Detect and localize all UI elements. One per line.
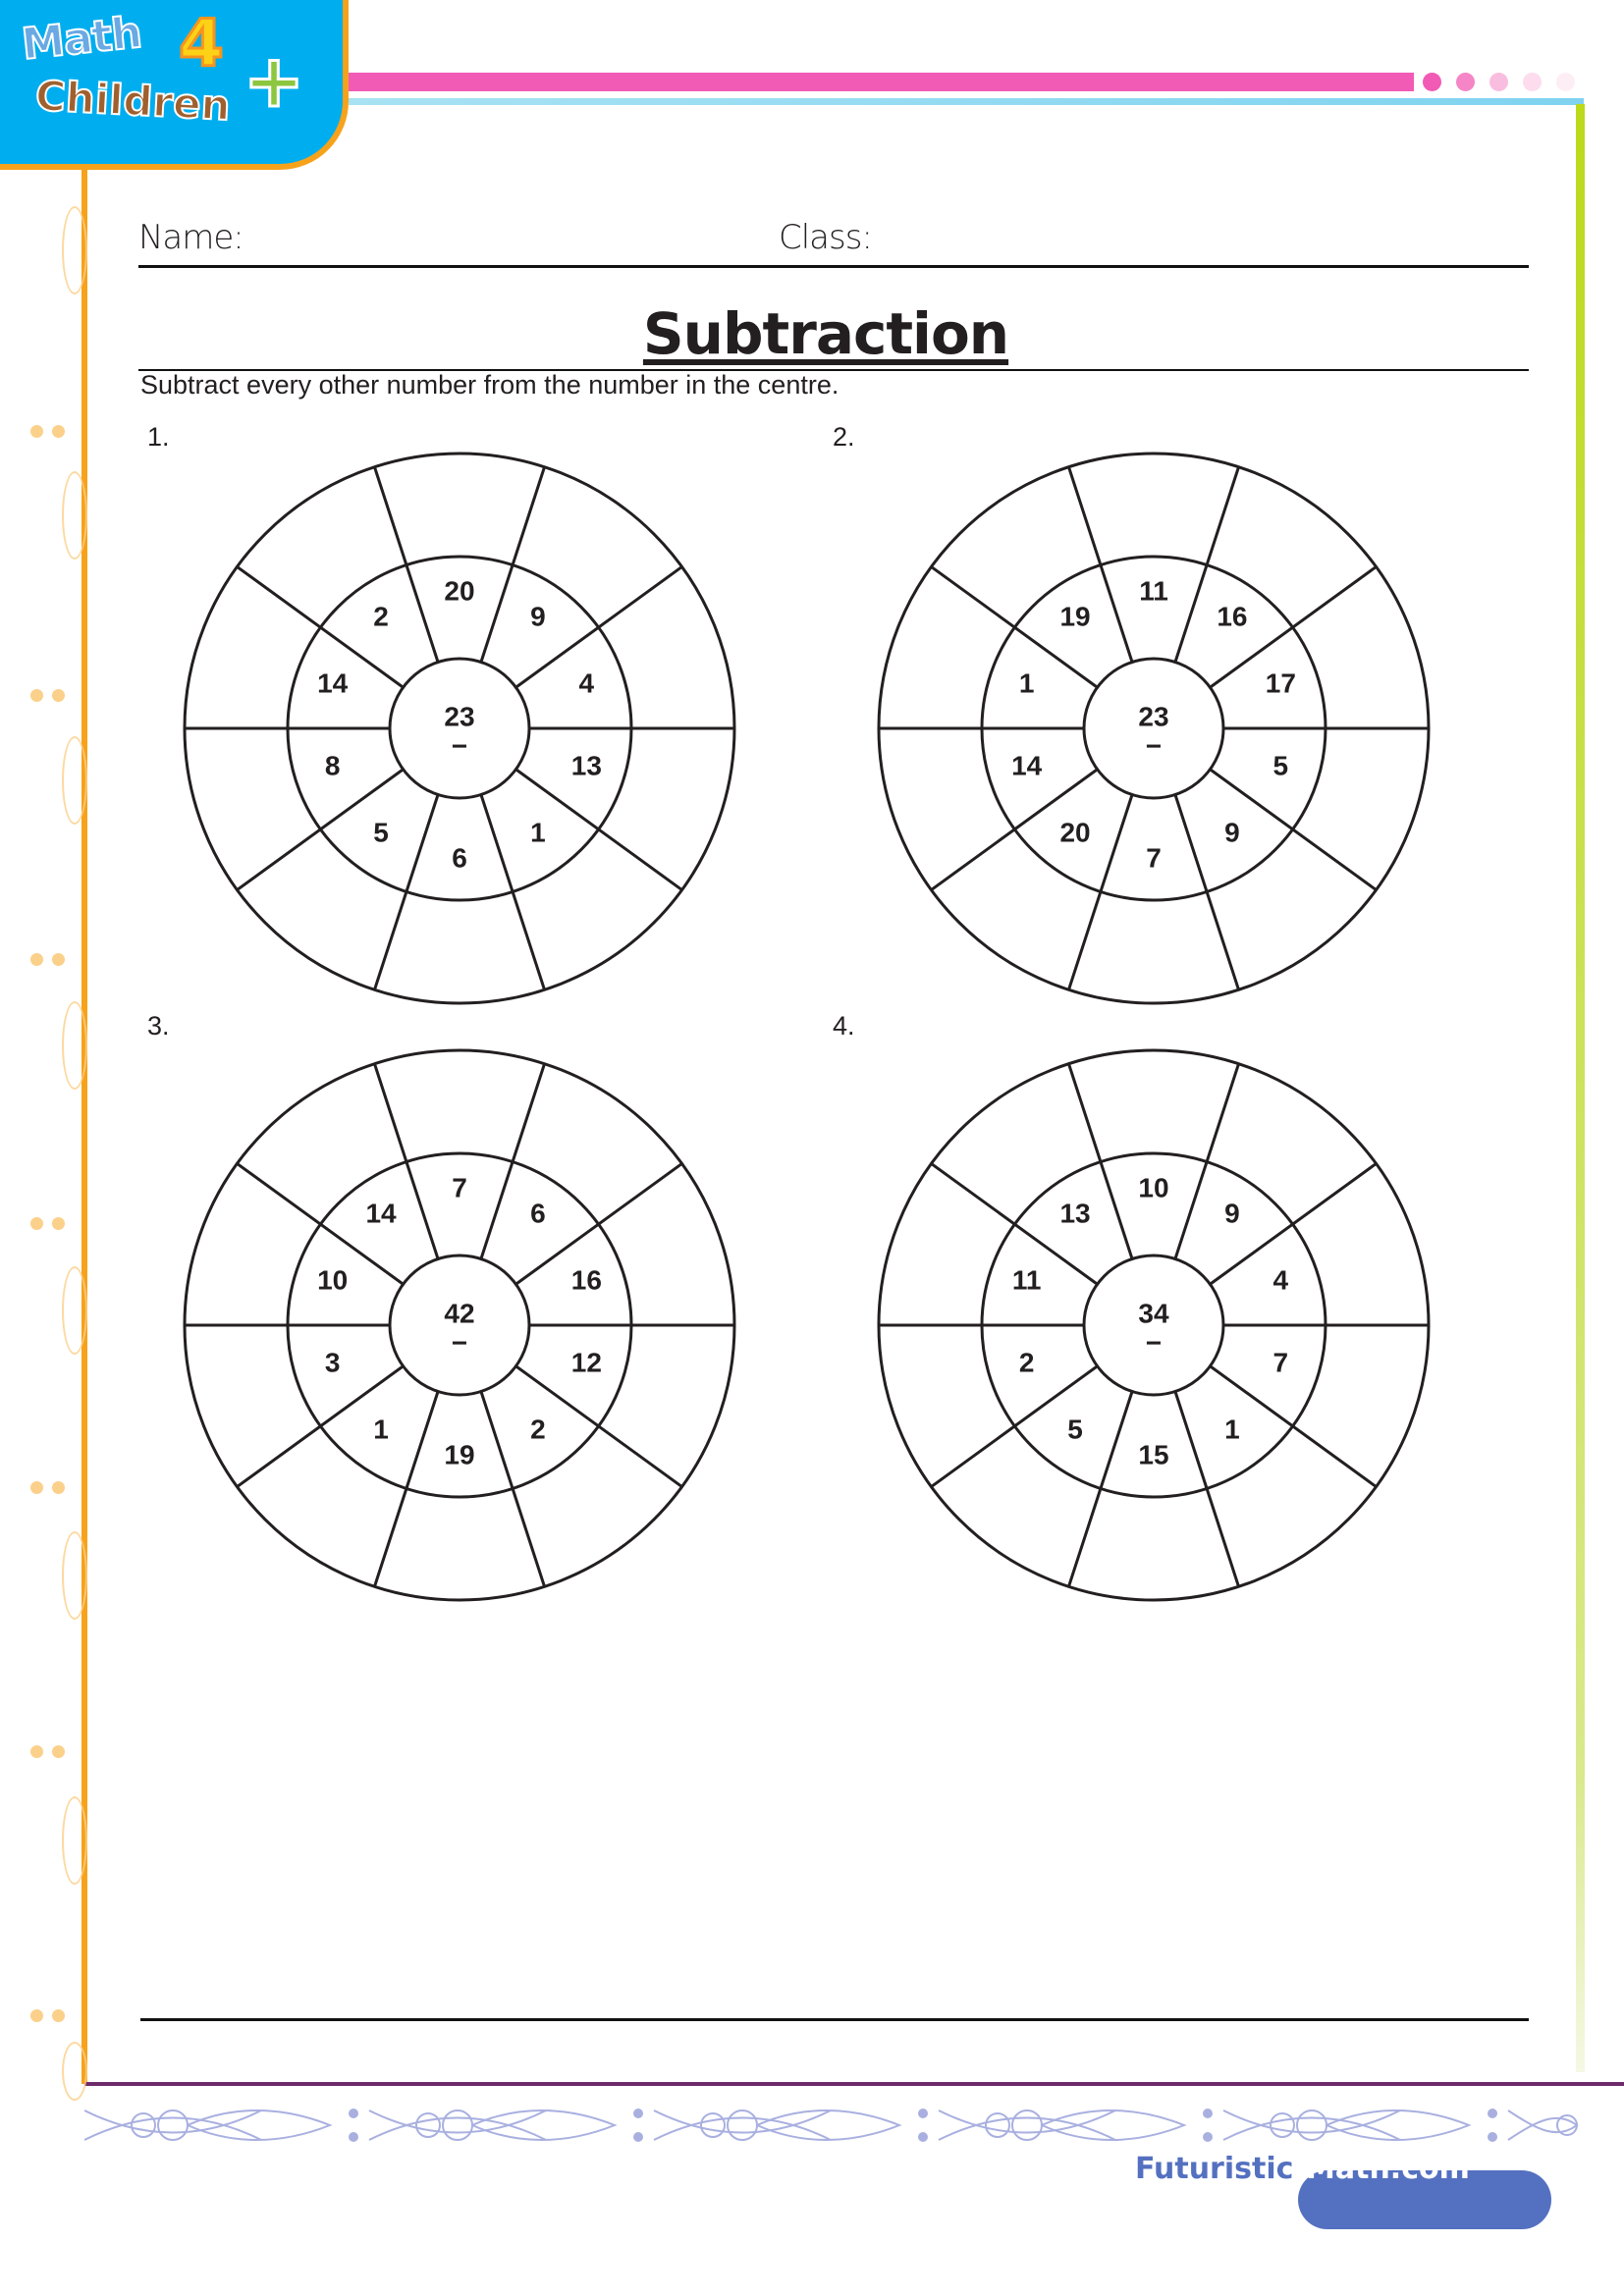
ornament-dot-icon — [30, 2009, 43, 2022]
answer-cell[interactable] — [298, 1486, 357, 1525]
answer-cell[interactable] — [298, 528, 357, 567]
minus-icon: − — [451, 1327, 468, 1359]
header-dot-icon — [1556, 73, 1575, 91]
ring-number: 13 — [1059, 1198, 1091, 1229]
ornament-icon — [62, 471, 87, 560]
ring-number: 1 — [373, 1414, 389, 1445]
ring-number: 10 — [317, 1264, 349, 1296]
header-cyan-rule — [349, 98, 1584, 105]
ring-number: 16 — [570, 1264, 602, 1296]
header-pink-bar — [349, 73, 1414, 91]
spoke-line — [374, 467, 438, 663]
center-number: 34 — [1138, 1298, 1169, 1329]
ornament-dot-icon — [52, 425, 65, 438]
answer-cell[interactable] — [430, 1082, 489, 1121]
ring-number: 4 — [1272, 1264, 1289, 1296]
subtraction-wheel — [874, 1045, 1434, 1605]
ornament-icon — [62, 206, 87, 294]
ornament-dot-icon — [30, 1745, 43, 1758]
ring-number: 2 — [373, 601, 389, 632]
header-dot-icon — [1523, 73, 1542, 91]
ring-number: 5 — [373, 817, 389, 848]
ornament-icon — [62, 1266, 87, 1355]
answer-cell[interactable] — [217, 777, 276, 817]
ring-number: 14 — [317, 667, 349, 699]
spoke-line — [1175, 467, 1239, 663]
logo-plus-icon: + — [244, 39, 305, 124]
ornament-dot-icon — [52, 1745, 65, 1758]
ornament-icon — [62, 1796, 87, 1885]
ring-number: 1 — [530, 817, 546, 848]
ring-number: 7 — [452, 1172, 467, 1203]
ring-number: 7 — [1272, 1347, 1289, 1378]
ornament-dot-icon — [30, 953, 43, 966]
ornament-icon — [62, 1001, 87, 1090]
answer-cell[interactable] — [911, 640, 970, 679]
left-border-bar — [81, 170, 87, 2084]
center-number: 23 — [1138, 701, 1169, 732]
left-ornament-column — [27, 0, 66, 2296]
answer-cell[interactable] — [1256, 889, 1315, 929]
answer-cell[interactable] — [562, 889, 621, 929]
ornament-dot-icon — [52, 689, 65, 702]
problem-number: 2. — [833, 422, 855, 452]
ornament-icon — [62, 736, 87, 825]
answer-cell[interactable] — [643, 640, 702, 679]
answer-cell[interactable] — [298, 1125, 357, 1164]
ring-number: 14 — [365, 1198, 397, 1229]
ring-number: 5 — [1272, 750, 1289, 781]
answer-cell[interactable] — [1337, 1237, 1396, 1276]
answer-cell[interactable] — [643, 1237, 702, 1276]
name-class-line[interactable] — [138, 265, 1529, 268]
answer-cell[interactable] — [1256, 1486, 1315, 1525]
subtraction-wheel — [874, 449, 1434, 1008]
name-label: Name: — [138, 218, 244, 257]
ring-number: 14 — [1011, 750, 1043, 781]
header-dot-icon — [1456, 73, 1475, 91]
ring-number: 17 — [1265, 667, 1296, 699]
ring-number: 20 — [444, 575, 475, 607]
page-title-text: Subtraction — [642, 300, 1009, 367]
answer-cell[interactable] — [1124, 933, 1183, 972]
logo-digit-four: 4 — [179, 6, 224, 81]
answer-cell[interactable] — [430, 933, 489, 972]
answer-cell[interactable] — [1256, 528, 1315, 567]
brand-suffix: Math.com — [1306, 2152, 1470, 2186]
ring-number: 2 — [530, 1414, 546, 1445]
answer-cell[interactable] — [1124, 1529, 1183, 1569]
ornament-dot-icon — [30, 1217, 43, 1230]
page-title — [550, 300, 1102, 367]
ring-number: 4 — [578, 667, 595, 699]
center-number: 23 — [444, 701, 475, 732]
answer-cell[interactable] — [430, 485, 489, 524]
subtraction-wheel — [180, 449, 739, 1008]
ring-number: 20 — [1059, 817, 1091, 848]
answer-cell[interactable] — [643, 777, 702, 817]
ring-number: 19 — [1059, 601, 1091, 632]
ornament-icon — [62, 2042, 87, 2101]
ring-number: 3 — [324, 1347, 341, 1378]
answer-cell[interactable] — [993, 1486, 1052, 1525]
answer-cell[interactable] — [430, 1529, 489, 1569]
ornament-dot-icon — [52, 1217, 65, 1230]
ring-number: 5 — [1067, 1414, 1083, 1445]
answer-cell[interactable] — [217, 640, 276, 679]
problem-number: 3. — [147, 1011, 170, 1041]
logo-text-math: Math — [19, 7, 144, 71]
subtraction-wheel — [180, 1045, 739, 1605]
ring-number: 12 — [570, 1347, 602, 1378]
bottom-rule — [140, 2018, 1529, 2021]
ring-number: 6 — [530, 1198, 546, 1229]
brand-prefix: Futuristic — [1135, 2152, 1294, 2186]
ornament-icon — [62, 1531, 87, 1620]
ring-number: 2 — [1018, 1347, 1035, 1378]
ring-number: 11 — [1139, 575, 1168, 607]
bottom-border-bar — [84, 2082, 1624, 2086]
ring-number: 7 — [1146, 842, 1162, 874]
minus-icon: − — [1145, 730, 1163, 762]
problem-number: 4. — [833, 1011, 855, 1041]
ring-number: 1 — [1018, 667, 1035, 699]
class-label: Class: — [779, 218, 872, 257]
answer-cell[interactable] — [562, 1125, 621, 1164]
ornament-dot-icon — [30, 689, 43, 702]
ornament-dot-icon — [30, 1481, 43, 1494]
center-number: 42 — [444, 1298, 475, 1329]
ornament-dot-icon — [52, 953, 65, 966]
answer-cell[interactable] — [217, 1374, 276, 1414]
ring-number: 6 — [452, 842, 467, 874]
answer-cell[interactable] — [1337, 777, 1396, 817]
minus-icon: − — [1145, 1327, 1163, 1359]
answer-cell[interactable] — [643, 1374, 702, 1414]
answer-cell[interactable] — [298, 889, 357, 929]
answer-cell[interactable] — [993, 528, 1052, 567]
answer-cell[interactable] — [1256, 1125, 1315, 1164]
answer-cell[interactable] — [1337, 1374, 1396, 1414]
ornament-dot-icon — [52, 2009, 65, 2022]
ring-number: 9 — [530, 601, 546, 632]
answer-cell[interactable] — [1124, 485, 1183, 524]
header-dot-icon — [1423, 73, 1441, 91]
ring-number: 9 — [1224, 817, 1240, 848]
ornament-dot-icon — [52, 1481, 65, 1494]
answer-cell[interactable] — [562, 528, 621, 567]
answer-cell[interactable] — [993, 889, 1052, 929]
ring-number: 8 — [324, 750, 341, 781]
ornament-dot-icon — [30, 425, 43, 438]
spoke-line — [1175, 1064, 1239, 1259]
footer-ornament-icon — [84, 2101, 1587, 2150]
logo-text-children: Children — [33, 71, 232, 131]
answer-cell[interactable] — [562, 1486, 621, 1525]
spoke-line — [481, 467, 545, 663]
answer-cell[interactable] — [1124, 1082, 1183, 1121]
ring-number: 19 — [444, 1439, 475, 1470]
answer-cell[interactable] — [993, 1125, 1052, 1164]
right-border-bar — [1576, 104, 1585, 2072]
problem-number: 1. — [147, 422, 170, 452]
ring-number: 9 — [1224, 1198, 1240, 1229]
ring-number: 13 — [570, 750, 602, 781]
spoke-line — [374, 1064, 438, 1259]
spoke-line — [481, 1064, 545, 1259]
header-dot-icon — [1489, 73, 1508, 91]
instructions: Subtract every other number from the number in the centre. — [140, 370, 839, 400]
ring-number: 16 — [1217, 601, 1248, 632]
ring-number: 15 — [1138, 1439, 1169, 1470]
answer-cell[interactable] — [217, 1237, 276, 1276]
answer-cell[interactable] — [911, 1374, 970, 1414]
answer-cell[interactable] — [911, 1237, 970, 1276]
ring-number: 10 — [1138, 1172, 1169, 1203]
spoke-line — [1068, 1064, 1132, 1259]
answer-cell[interactable] — [1337, 640, 1396, 679]
ring-number: 1 — [1224, 1414, 1240, 1445]
minus-icon: − — [451, 730, 468, 762]
spoke-line — [1068, 467, 1132, 663]
answer-cell[interactable] — [911, 777, 970, 817]
ring-number: 11 — [1011, 1264, 1042, 1296]
